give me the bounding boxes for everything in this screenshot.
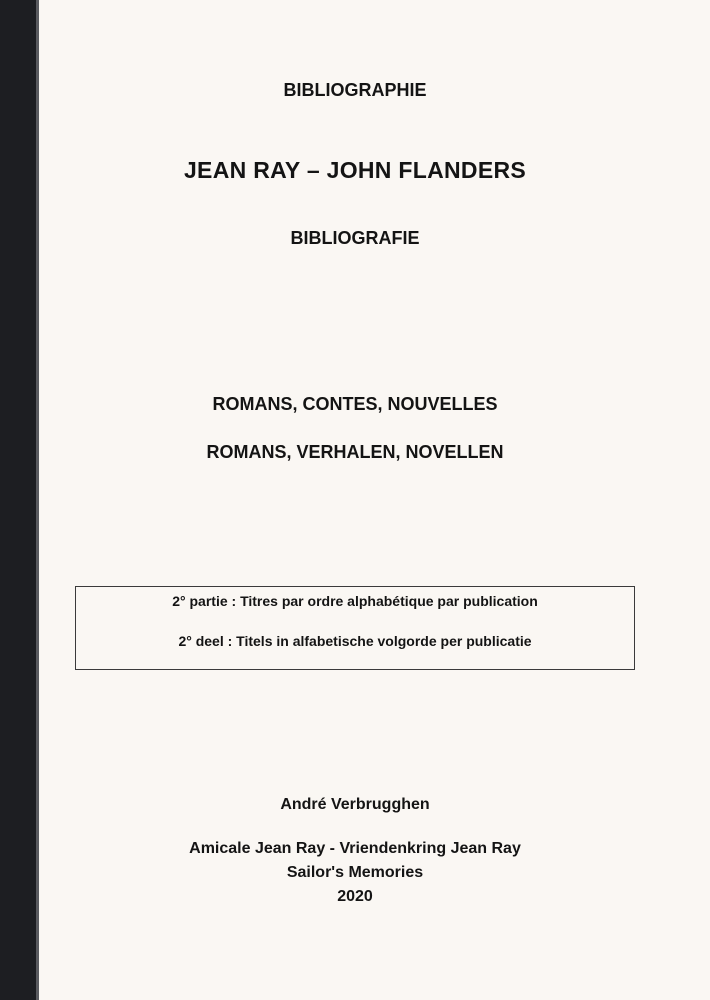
- publisher-name: Amicale Jean Ray - Vriendenkring Jean Ray: [189, 840, 521, 857]
- part-line-dutch: 2° deel : Titels in alfabetische volgorde per publicatie: [178, 633, 532, 649]
- genres-french: ROMANS, CONTES, NOUVELLES: [212, 394, 498, 414]
- publication-year: 2020: [337, 888, 373, 905]
- page-title: JEAN RAY – JOHN FLANDERS: [183, 157, 527, 183]
- author-name: André Verbrugghen: [280, 796, 430, 813]
- part-line-french: 2° partie : Titres par ordre alphabétique par publication: [172, 593, 538, 609]
- part-box: [75, 586, 635, 670]
- imprint-name: Sailor's Memories: [286, 864, 424, 881]
- heading-dutch: BIBLIOGRAFIE: [290, 228, 420, 248]
- heading-french: BIBLIOGRAPHIE: [283, 80, 427, 100]
- genres-dutch: ROMANS, VERHALEN, NOVELLEN: [206, 442, 504, 462]
